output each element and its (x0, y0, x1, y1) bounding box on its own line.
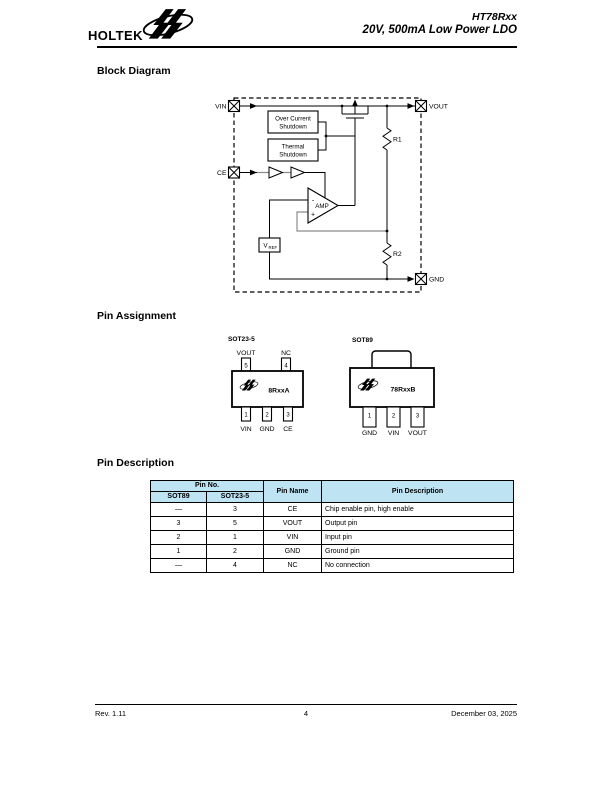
svg-text:5: 5 (244, 363, 248, 370)
pin1-label: GND (361, 430, 378, 437)
holtek-logo-text: HOLTEK (88, 28, 143, 43)
col-header-pin-name: Pin Name (264, 481, 322, 503)
col-header-sot89: SOT89 (151, 492, 207, 503)
thermal-shutdown-block (268, 139, 318, 161)
pin-description-table (150, 480, 514, 573)
pin5-label: VOUT (236, 350, 256, 357)
vout-pin-symbol (416, 101, 427, 112)
block-diagram (195, 95, 455, 300)
transistor-arrow-icon (352, 100, 358, 107)
col-header-pin-no: Pin No. (151, 481, 264, 492)
svg-text:V: V (263, 242, 268, 250)
over-current-shutdown-block (268, 111, 318, 133)
gnd-arrow-icon (408, 276, 415, 282)
svg-text:3: 3 (415, 413, 420, 420)
table-row: 3 5 VOUT Output pin (151, 517, 514, 531)
doc-title (250, 11, 517, 37)
ce-pin-symbol (229, 167, 240, 178)
pin3-label: CE (283, 426, 293, 433)
vout-arrow-icon (408, 103, 415, 109)
svg-text:2: 2 (265, 412, 269, 419)
part-number: HT78Rxx (472, 11, 517, 23)
table-row: 1 2 GND Ground pin (151, 545, 514, 559)
part-description: 20V, 500mA Low Power LDO (362, 24, 517, 36)
junction-dots (325, 105, 389, 281)
r2-label: R2 (393, 251, 402, 258)
pin1-label: VIN (240, 426, 252, 433)
sot23-5-package (215, 330, 345, 440)
table-row: — 4 NC No connection (151, 559, 514, 573)
ce-arrow-icon (250, 170, 257, 176)
svg-text:-: - (311, 197, 315, 205)
ce-buffer-2 (291, 167, 305, 178)
svg-text:4: 4 (284, 363, 288, 370)
pin3-label: VOUT (408, 430, 427, 437)
footer-revision: Rev. 1.11 (95, 709, 126, 718)
vin-pin-symbol (229, 101, 240, 112)
chip-boundary (234, 98, 421, 292)
ce-label: CE (217, 169, 227, 177)
footer-page-number: 4 (303, 709, 309, 718)
header-rule (97, 46, 517, 48)
sot89-package (340, 330, 470, 440)
resistor-r2 (383, 243, 391, 265)
marking-code: 8RxxA (268, 387, 290, 395)
ce-buffer-1 (269, 167, 283, 178)
svg-text:+: + (310, 211, 316, 219)
svg-text:AMP: AMP (315, 203, 329, 210)
svg-text:Thermal: Thermal (281, 143, 305, 151)
table-row: — 3 CE Chip enable pin, high enable (151, 503, 514, 517)
sot89-title: SOT89 (352, 337, 373, 344)
vref-block (259, 238, 280, 252)
table-row: 2 1 VIN Input pin (151, 531, 514, 545)
footer-date: December 03, 2025 (451, 709, 517, 718)
vin-label: VIN (215, 103, 227, 111)
sot23-5-title: SOT23-5 (228, 336, 255, 343)
pin2-label: VIN (387, 430, 400, 437)
gnd-pin-symbol (416, 274, 427, 285)
footer-rule (95, 704, 517, 705)
svg-text:1: 1 (367, 413, 372, 420)
svg-text:Shutdown: Shutdown (279, 151, 307, 159)
shutdown-wires (318, 122, 355, 150)
svg-text:3: 3 (286, 412, 290, 419)
r1-label: R1 (393, 136, 402, 144)
pin-description-heading: Pin Description (97, 457, 175, 469)
vin-arrow-icon (250, 103, 257, 109)
pin-assignment-heading: Pin Assignment (97, 310, 176, 322)
vout-label: VOUT (429, 103, 448, 111)
col-header-sot23-5: SOT23-5 (207, 492, 264, 503)
gate-wire (338, 118, 355, 206)
pin-description-table-wrap (150, 480, 513, 573)
resistor-r1 (383, 128, 391, 150)
marking-code: 78RxxB (390, 386, 416, 394)
svg-text:1: 1 (244, 412, 248, 419)
svg-text:Shutdown: Shutdown (279, 123, 307, 131)
pin2-label: GND (259, 426, 275, 433)
svg-text:REF: REF (268, 245, 278, 250)
block-diagram-heading: Block Diagram (97, 65, 171, 77)
svg-text:2: 2 (391, 413, 396, 420)
svg-text:Over Current: Over Current (275, 115, 311, 123)
holtek-flash-icon (140, 8, 196, 42)
pass-transistor (342, 100, 368, 119)
col-header-pin-description: Pin Description (322, 481, 514, 503)
error-amplifier (308, 188, 338, 223)
gnd-label: GND (429, 276, 445, 284)
pin4-label: NC (281, 350, 291, 357)
